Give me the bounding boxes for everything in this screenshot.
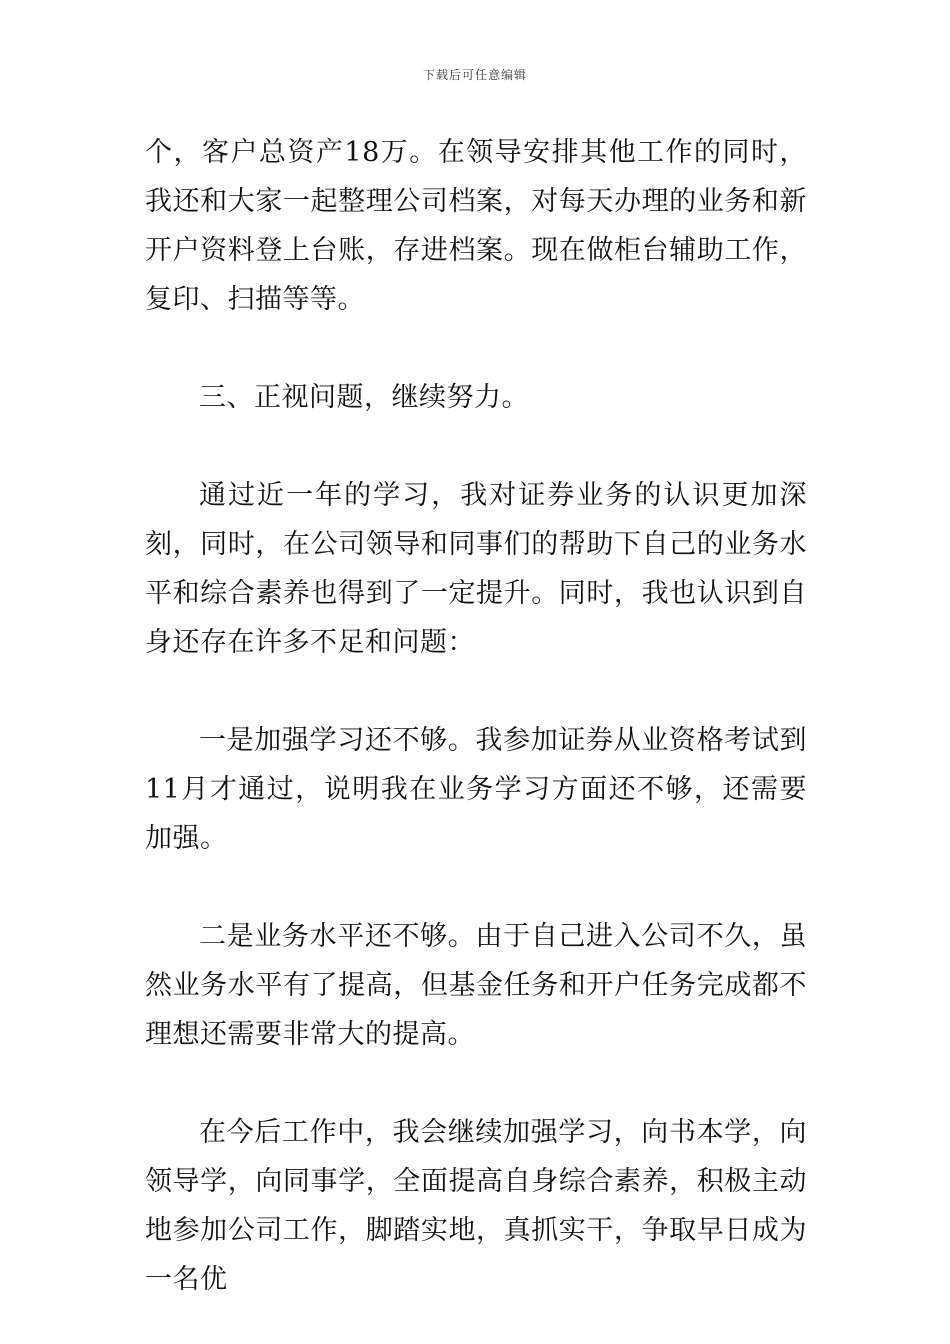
paragraph-learning: 通过近一年的学习，我对证券业务的认识更加深刻，同时，在公司领导和同事们的帮助下自己的业务水平和综合素养也得到了一定提升。同时，我也认识到自身还存在许多不足和问题：	[145, 480, 807, 658]
paragraph-continuation: 个，客户总资产18万。在领导安排其他工作的同时，我还和大家一起整理公司档案，对每天办理的业务和新开户资料登上台账，存进档案。现在做柜台辅助工作，复印、扫描等等。	[145, 137, 807, 315]
paragraph-future-work: 在今后工作中，我会继续加强学习，向书本学，向领导学，向同事学，全面提高自身综合素养，积极主动地参加公司工作，脚踏实地，真抓实干，争取早日成为一名优	[145, 1117, 807, 1295]
paragraph-point-two: 二是业务水平还不够。由于自己进入公司不久，虽然业务水平有了提高，但基金任务和开户任务完成都不理想还需要非常大的提高。	[145, 921, 807, 1050]
page-header: 下载后可任意编辑	[422, 68, 527, 82]
section-heading: 三、正视问题，继续努力。	[199, 382, 529, 413]
paragraph-point-one: 一是加强学习还不够。我参加证券从业资格考试到11月才通过，说明我在业务学习方面还不够，还需要加强。	[145, 725, 807, 854]
document-body	[145, 128, 807, 1304]
